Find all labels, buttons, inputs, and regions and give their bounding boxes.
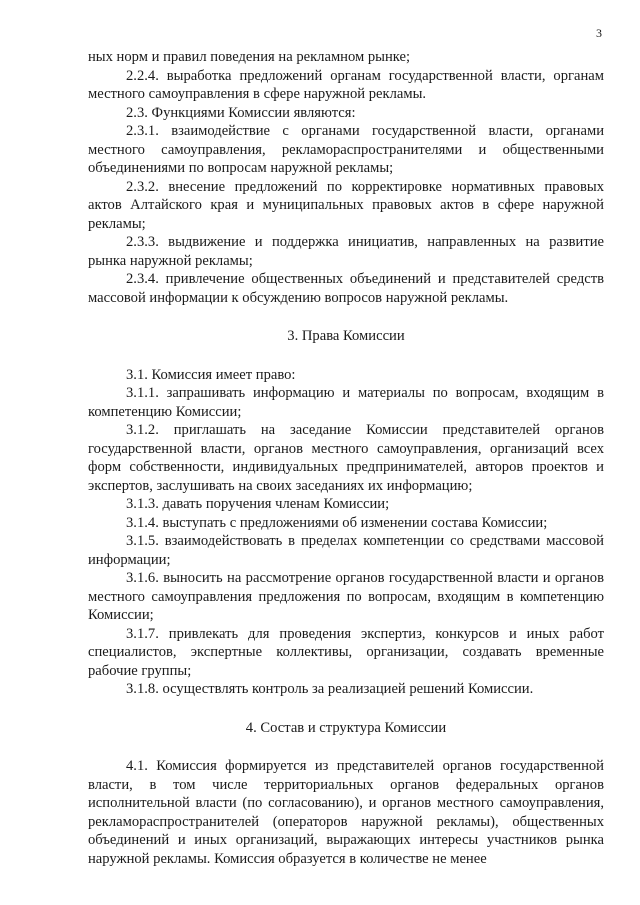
paragraph: ных норм и правил поведения на рекламном рынке; [88,49,411,65]
section-heading: 4. Состав и структура Комиссии [245,719,447,736]
paragraph: 3.1.6. выносить на рассмотрение органов государственной власти и органов местного самоуправления предложения по вопросам, входящим в компетенцию Комиссии; [88,570,604,623]
paragraph: 3.1.3. давать поручения членам Комиссии; [126,496,390,512]
page-number: 3 [596,26,602,40]
paragraph: 3.1.4. выступать с предложениями об изменении состава Комиссии; [126,514,548,531]
paragraph: 2.3. Функциями Комиссии являются: [126,104,356,121]
paragraph: 4.1. Комиссия формируется из представителей органов государственной власти, в том числе территориальных органов федеральных органов исполнительной власти (по согласованию), и органов местного самоуправления, рекламораспространителей (операторов наружной рекламы), общественных объединений и иных организаций, выражающих интересы участников рынка наружной рекламы. Комиссия образуется в количестве не менее [88,758,604,867]
paragraph: 2.3.4. привлечение общественных объединений и представителей средств массовой информации к обсуждению вопросов наружной рекламы. [88,271,604,306]
paragraph: 3.1.8. осуществлять контроль за реализацией решений Комиссии. [126,681,534,697]
paragraph: 3.1.5. взаимодействовать в пределах компетенции со средствами массовой информации; [88,533,604,568]
section-heading: 3. Права Комиссии [287,328,405,344]
paragraph: 2.3.3. выдвижение и поддержка инициатив, направленных на развитие рынка наружной рекламы; [88,234,604,269]
paragraph: 2.3.2. внесение предложений по корректировке нормативных правовых актов Алтайского края и муниципальных правовых актов в сфере наружной рекламы; [88,178,604,232]
paragraph: 3.1. Комиссия имеет право: [126,366,296,383]
paragraph: 2.3.1. взаимодействие с органами государственной власти, органами местного самоуправления, рекламораспространителями и общественными объединениями по вопросам наружной рекламы; [88,123,604,176]
paragraph: 3.1.1. запрашивать информацию и материалы по вопросам, входящим в компетенцию Комиссии; [88,385,604,420]
paragraph: 3.1.2. приглашать на заседание Комиссии представителей органов государственной власти, органов местного самоуправления, организаций всех форм собственности, индивидуальных предпринимателей, авторов проектов и экспертов, заслушивать на своих заседаниях их информацию; [88,422,604,494]
document-body [88,48,604,868]
paragraph: 2.2.4. выработка предложений органам государственной власти, органам местного самоуправления в сфере наружной рекламы. [88,67,604,102]
paragraph: 3.1.7. привлекать для проведения экспертиз, конкурсов и иных работ специалистов, экспертные коллективы, организации, создавать временные рабочие группы; [88,625,604,679]
